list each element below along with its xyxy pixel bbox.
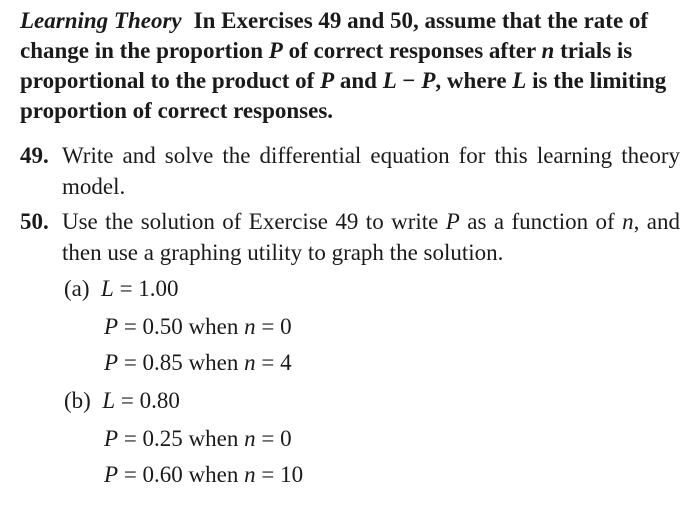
intro-text: and [334, 68, 383, 93]
l-value: = 0.80 [115, 388, 180, 413]
exercise-50 [20, 206, 680, 268]
intro-text: is the limiting proportion of correct responses. [20, 68, 667, 123]
exercise-49 [20, 140, 680, 202]
variable-l: L [512, 68, 527, 93]
intro-text: trials is proportional to the product of [20, 38, 633, 93]
section-heading: Learning Theory [20, 8, 182, 33]
intro-paragraph [20, 6, 680, 126]
condition [104, 312, 292, 342]
condition [104, 424, 292, 454]
exercise-text-part: , and then use a graphing utility to graph the solution. [62, 209, 680, 265]
exercise-text [62, 206, 680, 268]
expression-l-minus-p: L − P [382, 68, 436, 93]
n-value: = 0 [255, 426, 292, 451]
n-value: = 4 [255, 350, 292, 375]
variable-n: n [244, 350, 256, 375]
variable-p: P [445, 209, 460, 234]
variable-p: P [268, 38, 283, 63]
condition [104, 348, 292, 378]
part-label: (a) [64, 276, 90, 301]
condition [104, 460, 303, 490]
variable-p: P [320, 68, 335, 93]
variable-n: n [244, 314, 256, 339]
l-value: = 1.00 [113, 276, 179, 301]
variable-n: n [244, 462, 256, 487]
variable-n: n [244, 426, 256, 451]
exercise-number: 49. [20, 143, 49, 168]
variable-n: n [622, 209, 634, 234]
intro-text: In Exercises 49 and 50, assume that the rate of change in the proportion [20, 8, 649, 63]
n-value: = 0 [255, 314, 292, 339]
variable-p: P [104, 314, 119, 339]
p-value: = 0.50 when [118, 314, 245, 339]
n-value: = 10 [255, 462, 304, 487]
p-value: = 0.60 when [118, 462, 245, 487]
intro-text: , where [435, 68, 513, 93]
part-b [64, 386, 180, 416]
p-value: = 0.25 when [118, 426, 245, 451]
variable-p: P [104, 426, 119, 451]
exercise-number: 50. [20, 209, 49, 234]
intro-text: of correct responses after [282, 38, 542, 63]
variable-l: L [101, 276, 114, 301]
exercise-text-part: Use the solution of Exercise 49 to write [62, 209, 446, 234]
variable-l: L [102, 388, 116, 413]
variable-p: P [104, 350, 119, 375]
p-value: = 0.85 when [118, 350, 245, 375]
variable-n: n [541, 38, 555, 63]
part-label: (b) [64, 388, 91, 413]
part-a [64, 274, 179, 304]
variable-p: P [104, 462, 119, 487]
exercise-text: Write and solve the differential equation for this learning theory model. [62, 143, 680, 199]
exercise-text-part: as a function of [459, 209, 623, 234]
